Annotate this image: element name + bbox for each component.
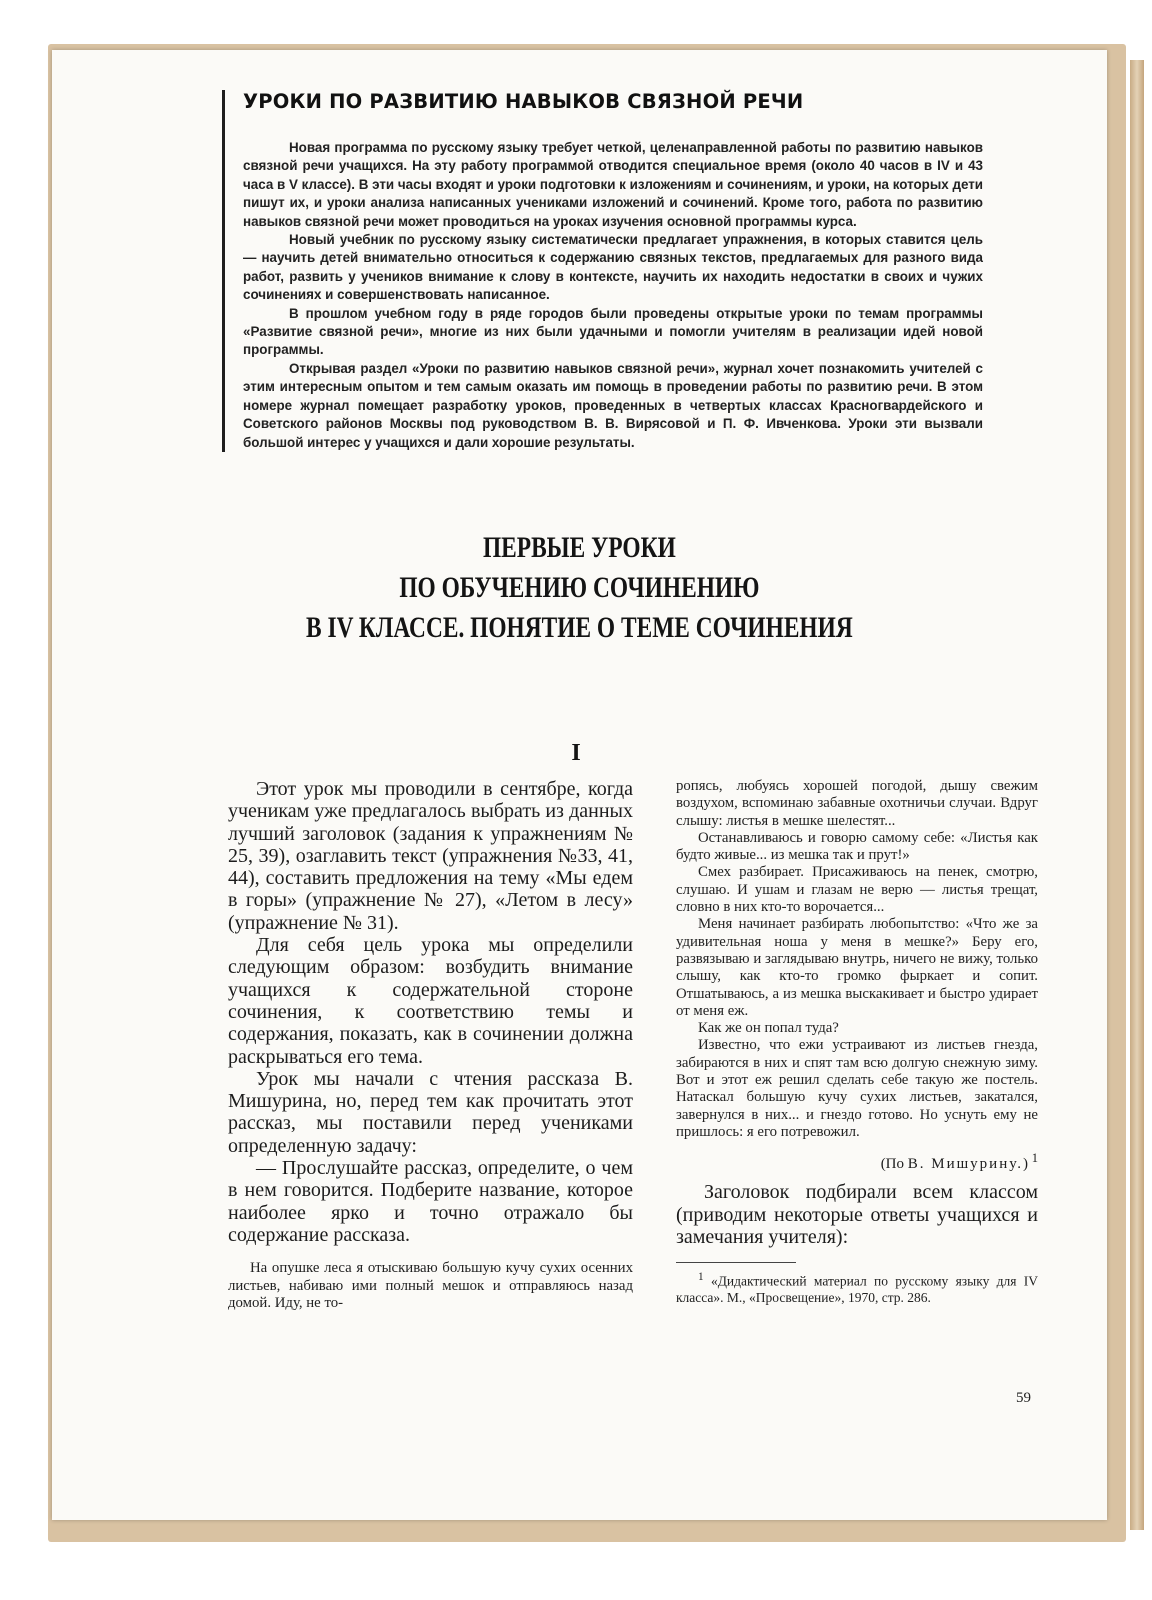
body-paragraph: Заголовок подбирали всем классом (приводим некоторые ответы учащихся и замечания учителя): — [676, 1181, 1038, 1248]
story-paragraph: Останавливаюсь и говорю самому себе: «Листья как будто живые... из мешка так и прут!» — [676, 829, 1038, 864]
intro-paragraph: В прошлом учебном году в ряде городов были проведены открытые уроки по темам программы «Развитие связной речи», многие из них были удачными и помогли учителям в реализации идей новой программы. — [243, 305, 983, 358]
article-title-line: ПО ОБУЧЕНИЮ СОЧИНЕНИЮ — [399, 571, 760, 604]
right-column — [676, 778, 1038, 1306]
attribution-close: ) — [1023, 1156, 1028, 1173]
intro-paragraph: Открывая раздел «Уроки по развитию навыков связной речи», журнал хочет познакомить учителей с этим интересным опытом и тем самым оказать им помощь в проведении работы по развитию речи. В этом номере журнал помещает разработку уроков, проведенных в четвертых классах Красногвардейского и Советского районов Москвы под руководством В. В. Вирясовой и П. Ф. Ивченкова. Уроки эти вызвали большой интерес у учащихся и дали хорошие результаты. — [243, 360, 983, 450]
body-paragraph: Этот урок мы проводили в сентябре, когда ученикам уже предлагалось выбрать из данных лучший заголовок (задания к упражнениям № 25, 39), озаглавить текст (упражнения №33, 41, 44), составить предложения на тему «Мы едем в горы» (упражнение № 27), «Летом в лесу» (упражнение № 31). — [228, 778, 633, 934]
body-paragraph: — Прослушайте рассказ, определите, о чем в нем говорится. Подберите название, которое наиболее ярко и точно отражало бы содержание рассказа. — [228, 1157, 633, 1246]
attribution-author: В. Мишурину. — [907, 1156, 1023, 1173]
footnote — [676, 1269, 1038, 1306]
article-title-line: В IV КЛАССЕ. ПОНЯТИЕ О ТЕМЕ СОЧИНЕНИЯ — [306, 611, 853, 644]
article-title — [168, 528, 991, 648]
footnote-marker: 1 — [698, 1271, 704, 1284]
body-paragraph: Урок мы начали с чтения рассказа В. Мишурина, но, перед тем как прочитать этот рассказ, мы поставили перед учениками определенную задачу: — [228, 1067, 633, 1157]
intro-paragraph: Новый учебник по русскому языку систематически предлагает упражнения, в которых ставится цель — научить детей внимательно относиться к содержанию связных текстов, предлагаемых для разного вида работ, развить у учеников внимание к слову в контексте, научить их находить недостатки в своих и чужих сочинениях и совершенствовать написанное. — [243, 232, 983, 303]
section-number: I — [571, 740, 581, 766]
footnote-divider — [676, 1262, 796, 1263]
page-number: 59 — [1016, 1390, 1031, 1406]
story-paragraph: Меня начинает разбирать любопытство: «Что же за удивительная ноша у меня в мешке?» Беру его, развязываю и заглядываю внутрь, ничего не вижу, только слышу, как кто-то громко фыркает и сопит. Отшатываюсь, а из мешка выскакивает и быстро удирает от меня еж. — [676, 916, 1038, 1019]
left-column — [228, 778, 633, 1312]
article-title-line: ПЕРВЫЕ УРОКИ — [482, 531, 676, 564]
intro-block — [222, 90, 983, 452]
body-paragraph: Для себя цель урока мы определили следующим образом: возбудить внимание учащихся к содержательной стороне сочинения, к соответствию темы и содержания, показать, как в сочинении должна раскрываться его тема. — [228, 934, 633, 1068]
footnote-text: «Дидактический материал по русскому языку для IV класса». М., «Просвещение», 1970, стр. 286. — [676, 1273, 1038, 1305]
story-paragraph: Смех разбирает. Присаживаюсь на пенек, смотрю, слушаю. И ушам и глазам не верю — листья трещат, словно в них кто-то ворочается... — [676, 864, 1038, 916]
story-paragraph: Как же он попал туда? — [698, 1020, 839, 1037]
intro-paragraph: Новая программа по русскому языку требует четкой, целенаправленной работы по развитию навыков связной речи учащихся. На эту работу программой отводится специальное время (около 40 часов в IV и 43 часа в V классе). В эти часы входят и уроки подготовки к изложениям и сочинениям, и уроки, на которых дети пишут их, и уроки анализа написанных учениками изложений и сочинений. Кроме того, работа по развитию навыков связной речи может проводиться на уроках изучения основной программы курса. — [243, 140, 983, 229]
story-paragraph: ропясь, любуясь хорошей погодой, дышу свежим воздухом, вспоминаю забавные охотничьи случаи. Вдруг слышу: листья в мешке шелестят... — [676, 778, 1038, 829]
attribution-open: (По — [880, 1156, 908, 1173]
intro-title: УРОКИ ПО РАЗВИТИЮ НАВЫКОВ СВЯЗНОЙ РЕЧИ — [243, 90, 804, 113]
page-stack-edge — [1130, 60, 1144, 1530]
story-attribution — [676, 1151, 1038, 1173]
story-paragraph: На опушке леса я отыскиваю большую кучу сухих осенних листьев, набиваю ими полный мешок и отправляюсь назад домой. Иду, не то- — [228, 1260, 633, 1311]
story-paragraph: Известно, что ежи устраивают из листьев гнезда, забираются в них и спят там всю долгую снежную зиму. Вот и этот еж решил сделать себе такую же постель. Натаскал большую кучу сухих листьев, закатался, завернулся в них... и гнездо готово. Но уснуть ему не пришлось: я его потревожил. — [676, 1037, 1038, 1140]
footnote-marker: 1 — [1031, 1151, 1038, 1166]
